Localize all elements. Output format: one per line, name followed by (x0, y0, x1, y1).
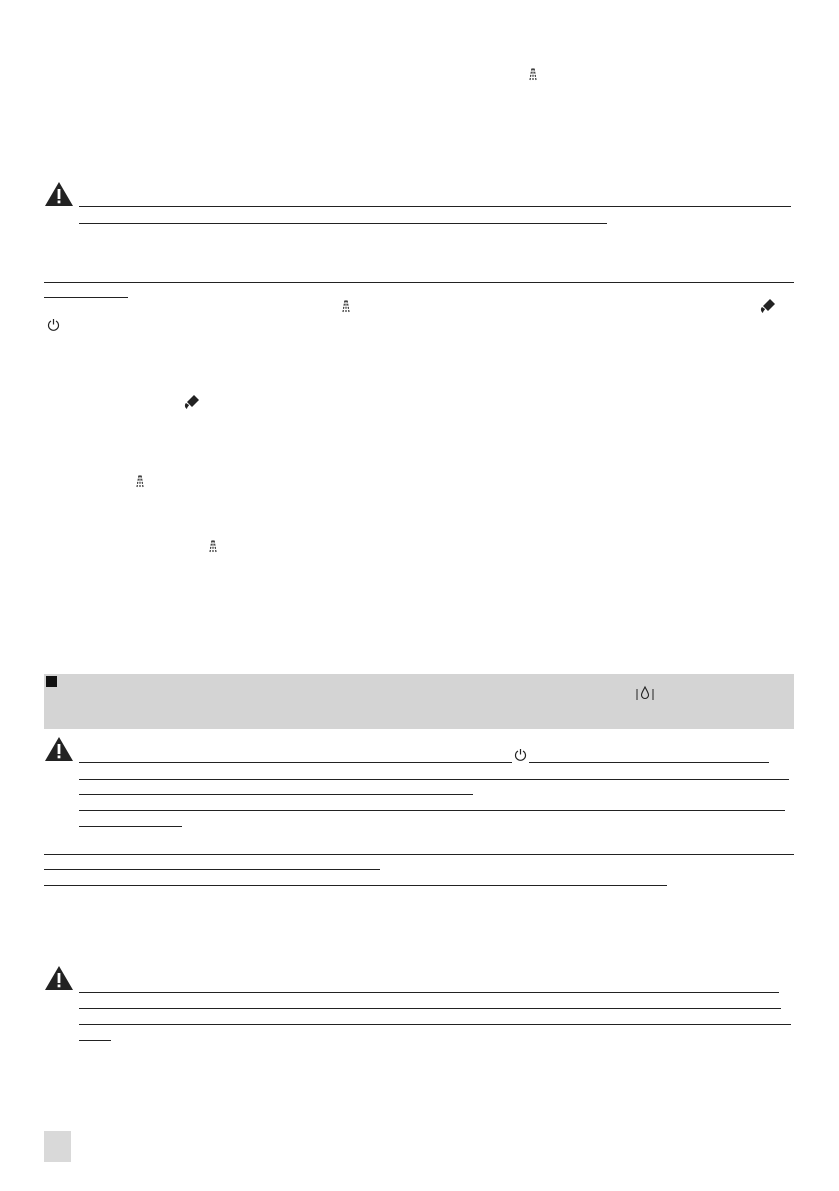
paragraph-rule-1 (44, 854, 794, 855)
warning-1-rule-2 (79, 223, 607, 224)
warning-3-rule-3 (79, 1024, 791, 1025)
warning-triangle-icon (44, 965, 74, 991)
paragraph-rule-3 (44, 885, 667, 886)
warning-3-rule-1 (79, 992, 779, 993)
spray-icon (207, 539, 219, 553)
paragraph-rule-2 (44, 869, 380, 870)
spray-icon (134, 474, 146, 488)
spray-icon (340, 299, 352, 313)
section-square-icon (46, 676, 57, 687)
section-heading-underline (44, 297, 128, 298)
warning-1-rule-1 (79, 206, 791, 207)
warning-2-rule-3 (79, 794, 473, 795)
warning-triangle-icon (44, 181, 74, 207)
power-icon (514, 748, 527, 761)
brush-pen-icon (760, 298, 776, 314)
section-header-band (44, 674, 794, 729)
warning-2-rule-1a (79, 762, 512, 763)
page-number-tab (44, 1131, 71, 1162)
power-icon (47, 318, 60, 331)
warning-2-rule-1b (529, 762, 769, 763)
warning-3-rule-2 (79, 1008, 781, 1009)
warning-3-rule-4 (79, 1040, 111, 1041)
section-divider (44, 282, 794, 283)
brush-pen-icon (184, 394, 200, 410)
warning-triangle-icon (44, 736, 74, 762)
spray-icon (527, 67, 539, 81)
water-droplet-icon (636, 685, 654, 701)
warning-2-rule-2 (79, 779, 789, 780)
warning-2-rule-4 (79, 810, 785, 811)
warning-2-rule-5 (79, 826, 182, 827)
